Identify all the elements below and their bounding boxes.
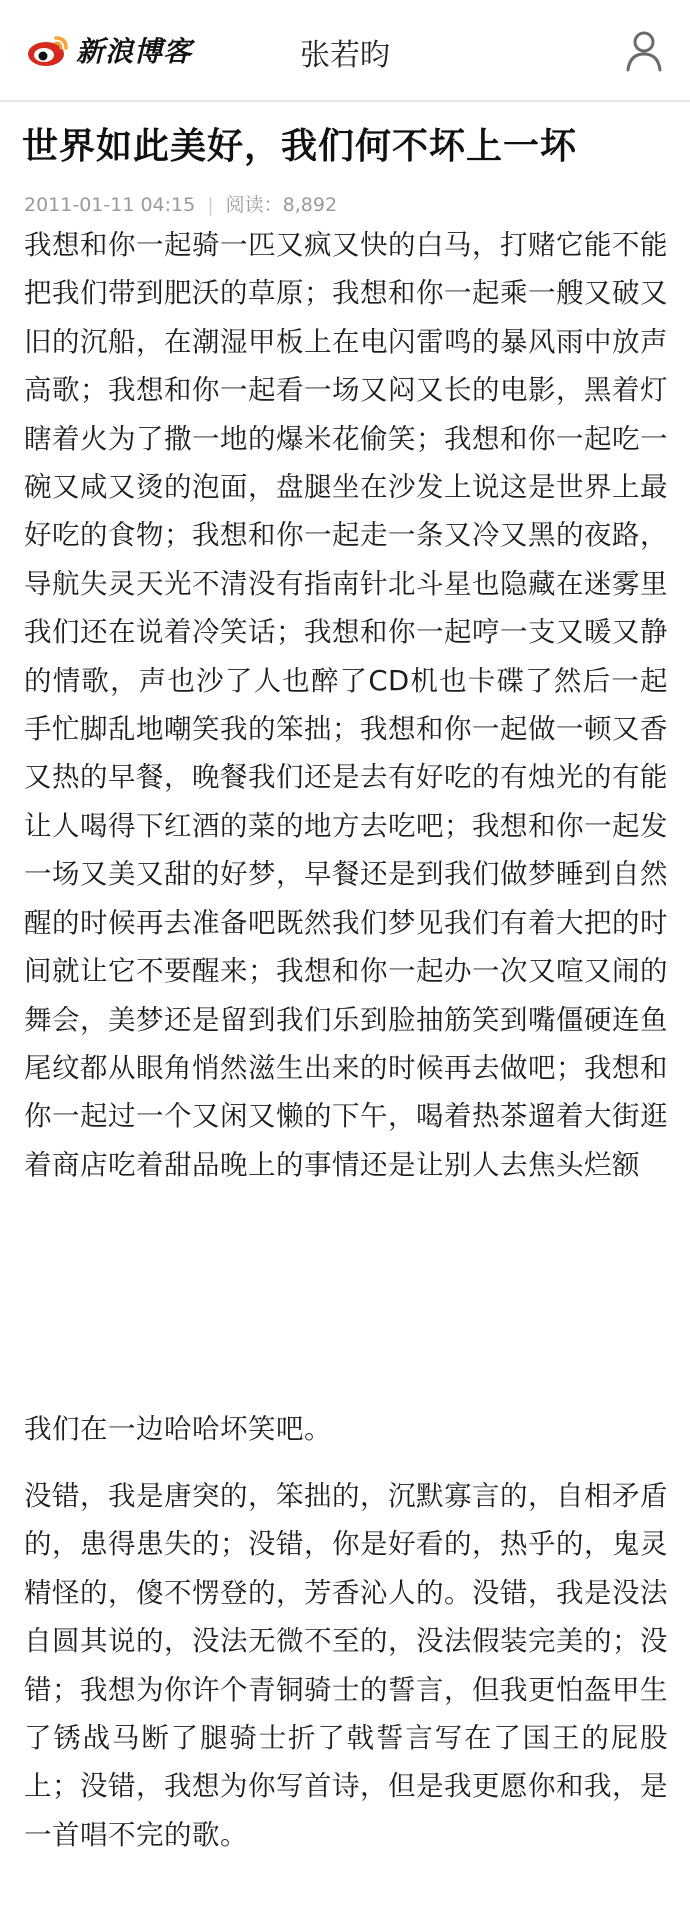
article-paragraph-1: 我想和你一起骑一匹又疯又快的白马，打赌它能不能把我们带到肥沃的草原；我想和你一起乘一艘又破又旧的沉船，在潮湿甲板上在电闪雷鸣的暴风雨中放声高歌；我想和你一起看一场又闷又长的电影，黑着灯瞎着火为了撒一地的爆米花偷笑；我想和你一起吃一碗又咸又烫的泡面，盘腿坐在沙发上说这是世界上最好吃的食物；我想和你一起走一条又冷又黑的夜路，导航失灵天光不清没有指南针北斗星也隐藏在迷雾里我们还在说着冷笑话；我想和你一起哼一支又暖又静的情歌，声也沙了人也醉了CD机也卡碟了然后一起手忙脚乱地嘲笑我的笨拙；我想和你一起做一顿又香又热的早餐，晚餐我们还是去有好吃的有烛光的有能让人喝得下红酒的菜的地方去吃吧；我想和你一起发一场又美又甜的好梦，早餐还是到我们做梦睡到自然醒的时候再去准备吧既然我们梦见我们有着大把的时间就让它不要醒来；我想和你一起办一次又喧又闹的舞会，美梦还是留到我们乐到脸抽筋笑到嘴僵硬连鱼尾纹都从眼角悄然滋生出来的时候再去做吧；我想和你一起过一个又闲又懒的下午，喝着热茶遛着大街逛着商店吃着甜品晚上的事情还是让别人去焦头烂额: [24, 229, 668, 1181]
header-divider: [0, 100, 690, 102]
blog-author-name: 张若昀: [300, 38, 390, 73]
article-paragraph-2: 没错，我是唐突的，笨拙的，沉默寡言的，自相矛盾的，患得患失的；没错，你是好看的，热乎的，鬼灵精怪的，傻不愣登的，芳香沁人的。没错，我是没法自圆其说的，没法无微不至的，没法假装完美的；没错；我想为你许个青铜骑士的誓言，但我更怕盔甲生了锈战马断了腿骑士折了戟誓言写在了国王的屁股上；没错，我想为你写首诗，但是我更愿你和我，是一首唱不完的歌。: [24, 1480, 668, 1851]
article-meta: [24, 190, 337, 217]
read-label: 阅读：: [225, 194, 283, 216]
read-count: 8,892: [282, 194, 338, 216]
top-bar: [0, 0, 690, 100]
meta-separator: |: [207, 194, 214, 216]
logo-text: 新浪博客: [76, 35, 193, 68]
article-title: 世界如此美好，我们何不坏上一坏: [22, 126, 578, 167]
article-paragraph-1-end: 我们在一边哈哈坏笑吧。: [24, 1413, 332, 1445]
publish-date: 2011-01-11 04:15: [24, 194, 196, 216]
person-outline-icon[interactable]: [622, 28, 666, 72]
